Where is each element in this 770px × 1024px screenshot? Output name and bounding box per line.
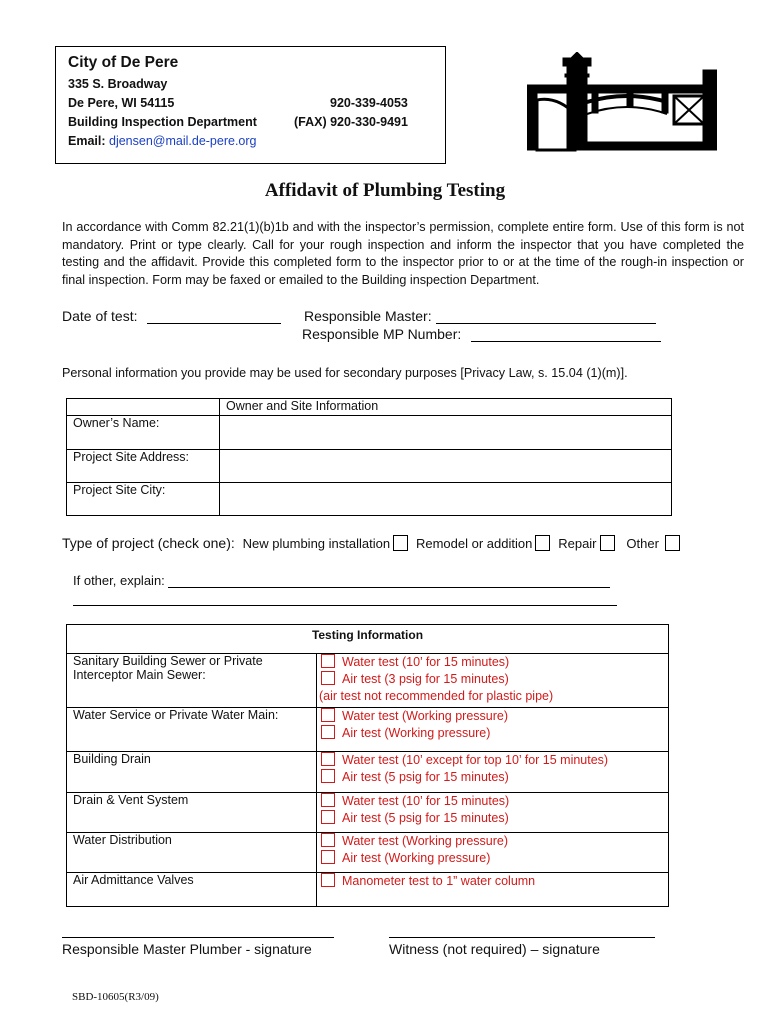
test-row-options	[317, 833, 669, 873]
option-remodel-label: Remodel or addition	[415, 536, 533, 551]
other-explain-line[interactable]	[168, 573, 610, 588]
owner-table	[66, 398, 672, 516]
test-option[interactable]: Water test (Working pressure)	[321, 833, 668, 850]
test-option[interactable]: Air test (5 psig for 15 minutes)	[321, 769, 668, 786]
option-new-label: New plumbing installation	[242, 536, 391, 551]
address: 335 S. Broadway	[68, 77, 168, 91]
test-option[interactable]: Water test (Working pressure)	[321, 708, 668, 725]
test-option[interactable]: Water test (10’ except for top 10’ for 15 minutes)	[321, 752, 668, 769]
date-label: Date of test:	[62, 308, 138, 324]
test-row-options	[317, 708, 669, 752]
option-other-checkbox[interactable]	[665, 535, 680, 551]
owner-name-input[interactable]	[220, 416, 672, 450]
option-new-checkbox[interactable]	[393, 535, 408, 551]
date-field	[62, 308, 281, 324]
mp-field	[302, 326, 661, 342]
bridge-tower-logo-icon	[527, 52, 717, 152]
mp-label: Responsible MP Number:	[302, 326, 462, 342]
testing-table-header: Testing Information	[67, 625, 669, 654]
test-option[interactable]: Water test (10’ for 15 minutes)	[321, 793, 668, 810]
option-checkbox[interactable]	[321, 708, 335, 722]
witness-signature-line[interactable]	[389, 937, 655, 938]
option-remodel-checkbox[interactable]	[535, 535, 550, 551]
option-repair-label: Repair	[558, 536, 597, 551]
testing-table	[66, 624, 669, 907]
department: Building Inspection Department	[68, 115, 257, 129]
test-row-options	[317, 873, 669, 907]
form-code: SBD-10605(R3/09)	[72, 991, 159, 1003]
fax: (FAX) 920-330-9491	[294, 115, 408, 129]
option-checkbox[interactable]	[321, 769, 335, 783]
other-explain	[73, 573, 610, 588]
option-repair-checkbox[interactable]	[600, 535, 615, 551]
site-city-input[interactable]	[220, 483, 672, 516]
owner-name-label: Owner’s Name:	[67, 416, 220, 450]
site-address-input[interactable]	[220, 450, 672, 483]
other-explain-line-2[interactable]	[73, 605, 617, 606]
option-checkbox[interactable]	[321, 725, 335, 739]
witness-signature-label: Witness (not required) – signature	[389, 941, 600, 957]
test-row-label: Building Drain	[67, 752, 317, 793]
project-type-label: Type of project (check one):	[62, 535, 235, 551]
test-row-label: Water Distribution	[67, 833, 317, 873]
test-note: (air test not recommended for plastic pipe)	[319, 689, 554, 703]
test-row-options	[317, 654, 669, 708]
test-row-label: Drain & Vent System	[67, 793, 317, 833]
option-checkbox[interactable]	[321, 654, 335, 668]
master-label: Responsible Master:	[304, 308, 432, 324]
project-type-row	[62, 535, 684, 551]
form-title: Affidavit of Plumbing Testing	[264, 180, 506, 201]
test-option[interactable]: Manometer test to 1” water column	[321, 873, 668, 890]
test-row-label: Water Service or Private Water Main:	[67, 708, 317, 752]
email-link[interactable]: djensen@mail.de-pere.org	[109, 134, 257, 148]
option-checkbox[interactable]	[321, 793, 335, 807]
master-line[interactable]	[436, 309, 656, 324]
city-name: City of De Pere	[68, 54, 179, 71]
site-address-label: Project Site Address:	[67, 450, 220, 483]
mp-line[interactable]	[471, 327, 661, 342]
test-row-label: Air Admittance Valves	[67, 873, 317, 907]
owner-table-header: Owner and Site Information	[220, 399, 672, 416]
option-checkbox[interactable]	[321, 833, 335, 847]
option-checkbox[interactable]	[321, 810, 335, 824]
phone: 920-339-4053	[330, 96, 408, 110]
email-row	[68, 134, 257, 148]
privacy-notice: Personal information you provide may be used for secondary purposes [Privacy Law, s. 15.04 (1)(m)].	[62, 366, 628, 380]
option-checkbox[interactable]	[321, 873, 335, 887]
master-signature-label: Responsible Master Plumber - signature	[62, 941, 312, 957]
test-row-options	[317, 752, 669, 793]
test-option[interactable]: Air test (Working pressure)	[321, 850, 668, 867]
test-option[interactable]: Air test (5 psig for 15 minutes)	[321, 810, 668, 827]
date-line[interactable]	[147, 309, 281, 324]
owner-table-corner	[67, 399, 220, 416]
option-other-label: Other	[626, 536, 659, 551]
header-box	[55, 46, 446, 164]
test-row-label: Sanitary Building Sewer or Private Interceptor Main Sewer:	[67, 654, 317, 708]
option-checkbox[interactable]	[321, 850, 335, 864]
intro-paragraph: In accordance with Comm 82.21(1)(b)1b and with the inspector’s permission, complete entire form. Use of this form is not mandatory. Print or type clearly. Call for your rough inspection and inform the inspector that you have completed the testing and the affidavit. Provide this completed form to the inspector prior to or at the time of the rough-in inspection or final inspection. Form may be faxed or emailed to the Building inspection Department.	[62, 220, 744, 287]
test-row-options	[317, 793, 669, 833]
site-city-label: Project Site City:	[67, 483, 220, 516]
option-checkbox[interactable]	[321, 671, 335, 685]
test-option[interactable]: Air test (Working pressure)	[321, 725, 668, 742]
option-checkbox[interactable]	[321, 752, 335, 766]
test-option[interactable]: Air test (3 psig for 15 minutes)	[321, 671, 668, 688]
email-label: Email:	[68, 134, 106, 148]
other-explain-label: If other, explain:	[73, 573, 165, 588]
master-signature-line[interactable]	[62, 937, 334, 938]
test-option[interactable]: Water test (10’ for 15 minutes)	[321, 654, 668, 671]
master-field	[304, 308, 656, 324]
city-state: De Pere, WI 54115	[68, 96, 175, 110]
